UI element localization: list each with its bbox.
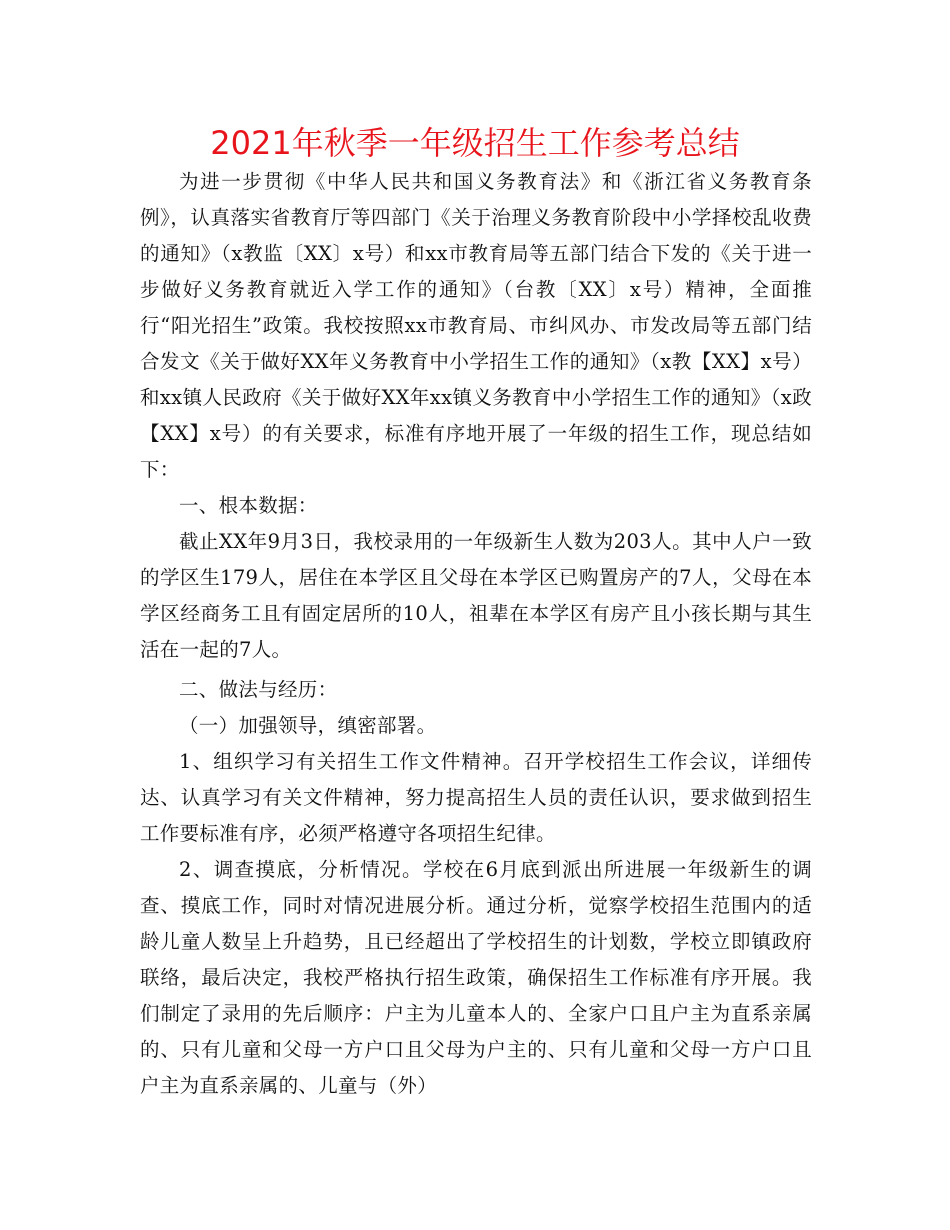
paragraph-intro: 为进一步贯彻《中华人民共和国义务教育法》和《浙江省义务教育条例》，认真落实省教育厅等四部门《关于治理义务教育阶段中小学择校乱收费的通知》（x教监〔XX〕x号）和xx市教育局等五部门结合下发的《关于进一步做好义务教育就近入学工作的通知》（台教〔XX〕x号）精神，全面推行“阳光招生”政策。我校按照xx市教育局、市纠风办、市发改局等五部门结合发文《关于做好XX年义务教育中小学招生工作的通知》（x教【XX】x号）和xx镇人民政府《关于做好XX年xx镇义务教育中小学招生工作的通知》（x政【XX】x号）的有关要求，标准有序地开展了一年级的招生工作，现总结如下： [140, 170, 812, 481]
document-title: 2021年秋季一年级招生工作参考总结 [210, 124, 740, 162]
paragraph-enrollment-data: 截止XX年9月3日，我校录用的一年级新生人数为203人。其中人户一致的学区生179人，居住在本学区且父母在本学区已购置房产的7人，父母在本学区经商务工且有固定居所的10人，祖辈在本学区有房产且小孩长期与其生活在一起的7人。 [140, 530, 812, 661]
paragraph-item-2: 2、调查摸底，分析情况。学校在6月底到派出所进展一年级新生的调查、摸底工作，同时对情况进展分析。通过分析，觉察学校招生范围内的适龄儿童人数呈上升趋势，且已经超出了学校招生的计划数，学校立即镇政府联络，最后决定，我校严格执行招生政策，确保招生工作标准有序开展。我们制定了录用的先后顺序：户主为儿童本人的、全家户口且户主为直系亲属的、只有儿童和父母一方户口且父母为户主的、只有儿童和父母一方户口且户主为直系亲属的、儿童与（外） [140, 858, 812, 1097]
section-heading-basic-data: 一、根本数据： [179, 494, 318, 517]
section-heading-methods: 二、做法与经历： [179, 678, 338, 701]
paragraph-item-1: 1、组织学习有关招生工作文件精神。召开学校招生工作会议，详细传达、认真学习有关文件精神，努力提高招生人员的责任认识，要求做到招生工作要标准有序，必须严格遵守各项招生纪律。 [140, 750, 812, 845]
document-body [140, 164, 812, 1104]
subsection-heading-leadership: （一）加强领导，缜密部署。 [179, 714, 437, 737]
